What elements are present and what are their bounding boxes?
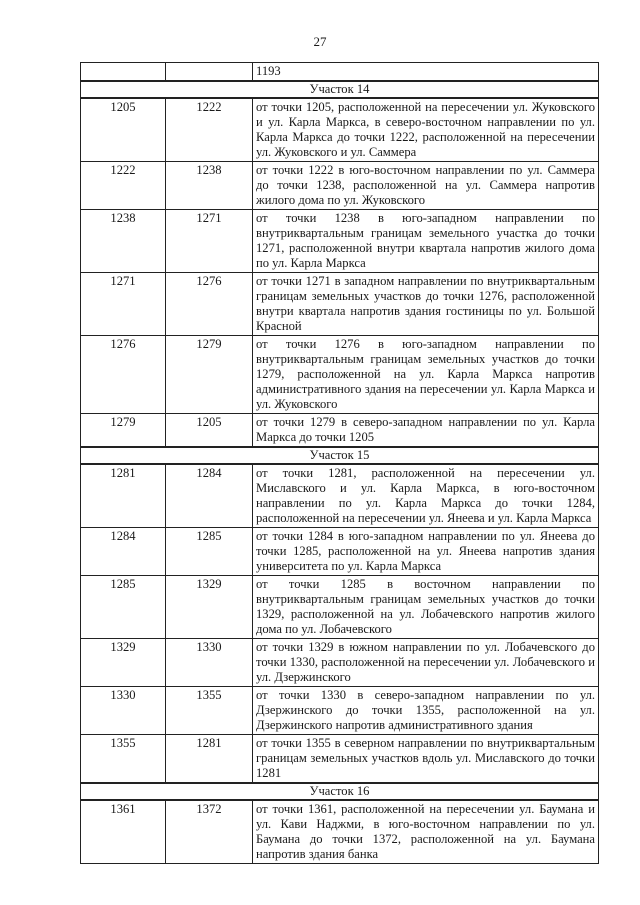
description-cell: от точки 1222 в юго-восточном направлении по ул. Саммера до точки 1238, расположенной на ул. Саммера напротив жилого дома по ул. Жуковского	[253, 162, 599, 210]
description-cell: от точки 1361, расположенной на пересечении ул. Баумана и ул. Кави Наджми, в юго-восточном направлении по ул. Баумана до точки 1372, расположенной на ул. Баумана напротив здания банка	[253, 800, 599, 864]
section-title: Участок 15	[81, 447, 599, 464]
from-point-cell: 1281	[81, 464, 166, 528]
table-row	[81, 63, 599, 82]
page-number: 27	[313, 34, 327, 49]
description-cell: от точки 1285 в восточном направлении по внутриквартальным границам земельных участков до точки 1329, расположенной на ул. Лобачевского напротив жилого дома по ул. Лобачевского	[253, 576, 599, 639]
from-point-cell: 1238	[81, 210, 166, 273]
to-point-cell: 1222	[166, 98, 253, 162]
section-header-row	[81, 447, 599, 464]
from-point-cell: 1205	[81, 98, 166, 162]
from-point-cell	[81, 63, 166, 82]
from-point-cell: 1276	[81, 336, 166, 414]
table-row	[81, 98, 599, 162]
to-point-cell: 1281	[166, 735, 253, 784]
to-point-cell: 1238	[166, 162, 253, 210]
table-row	[81, 639, 599, 687]
to-point-cell: 1205	[166, 414, 253, 448]
from-point-cell: 1361	[81, 800, 166, 864]
description-cell: от точки 1355 в северном направлении по внутриквартальным границам земельных участков вдоль ул. Миславского до точки 1281	[253, 735, 599, 784]
description-cell: от точки 1271 в западном направлении по внутриквартальным границам земельных участков до точки 1276, расположенной внутри квартала напротив здания гостиницы по ул. Большой Красной	[253, 273, 599, 336]
to-point-cell: 1372	[166, 800, 253, 864]
to-point-cell: 1284	[166, 464, 253, 528]
table-row	[81, 576, 599, 639]
to-point-cell: 1330	[166, 639, 253, 687]
table-row	[81, 464, 599, 528]
description-cell: от точки 1329 в южном направлении по ул. Лобачевского до точки 1330, расположенной на пересечении ул. Лобачевского и ул. Дзержинского	[253, 639, 599, 687]
table-row	[81, 210, 599, 273]
table-row	[81, 162, 599, 210]
from-point-cell: 1330	[81, 687, 166, 735]
to-point-cell: 1329	[166, 576, 253, 639]
section-title: Участок 16	[81, 783, 599, 800]
to-point-cell: 1271	[166, 210, 253, 273]
table-row	[81, 735, 599, 784]
boundary-table	[80, 62, 599, 864]
to-point-cell: 1276	[166, 273, 253, 336]
table-row	[81, 336, 599, 414]
from-point-cell: 1329	[81, 639, 166, 687]
from-point-cell: 1355	[81, 735, 166, 784]
table-row	[81, 687, 599, 735]
to-point-cell: 1355	[166, 687, 253, 735]
table-row	[81, 800, 599, 864]
description-cell: от точки 1238 в юго-западном направлении по внутриквартальным границам земельного участка до точки 1271, расположенной внутри квартала напротив жилого дома по ул. Карла Маркса	[253, 210, 599, 273]
description-cell: от точки 1330 в северо-западном направлении по ул. Дзержинского до точки 1355, расположенной на ул. Дзержинского напротив административного здания	[253, 687, 599, 735]
description-cell: от точки 1284 в юго-западном направлении по ул. Янеева до точки 1285, расположенной на ул. Янеева напротив здания университета по ул. Карла Маркса	[253, 528, 599, 576]
description-cell: от точки 1279 в северо-западном направлении по ул. Карла Маркса до точки 1205	[253, 414, 599, 448]
section-title: Участок 14	[81, 81, 599, 98]
table-row	[81, 414, 599, 448]
to-point-cell	[166, 63, 253, 82]
description-cell: 1193	[253, 63, 599, 82]
table-row	[81, 528, 599, 576]
from-point-cell: 1285	[81, 576, 166, 639]
description-cell: от точки 1205, расположенной на пересечении ул. Жуковского и ул. Карла Маркса, в северо-восточном направлении по ул. Карла Маркса до точки 1222, расположенной на пересечении ул. Жуковского и ул. Саммера	[253, 98, 599, 162]
description-cell: от точки 1276 в юго-западном направлении по внутриквартальным границам земельных участков до точки 1279, расположенной на ул. Карла Маркса напротив административного здания на пересечении ул. Карла Маркса и ул. Жуковского	[253, 336, 599, 414]
from-point-cell: 1279	[81, 414, 166, 448]
section-header-row	[81, 81, 599, 98]
description-cell: от точки 1281, расположенной на пересечении ул. Миславского и ул. Карла Маркса, в юго-восточном направлении по ул. Карла Маркса до точки 1284, расположенной на пересечении ул. Янеева и ул. Карла Маркса	[253, 464, 599, 528]
to-point-cell: 1285	[166, 528, 253, 576]
to-point-cell: 1279	[166, 336, 253, 414]
from-point-cell: 1222	[81, 162, 166, 210]
from-point-cell: 1271	[81, 273, 166, 336]
from-point-cell: 1284	[81, 528, 166, 576]
table-row	[81, 273, 599, 336]
section-header-row	[81, 783, 599, 800]
